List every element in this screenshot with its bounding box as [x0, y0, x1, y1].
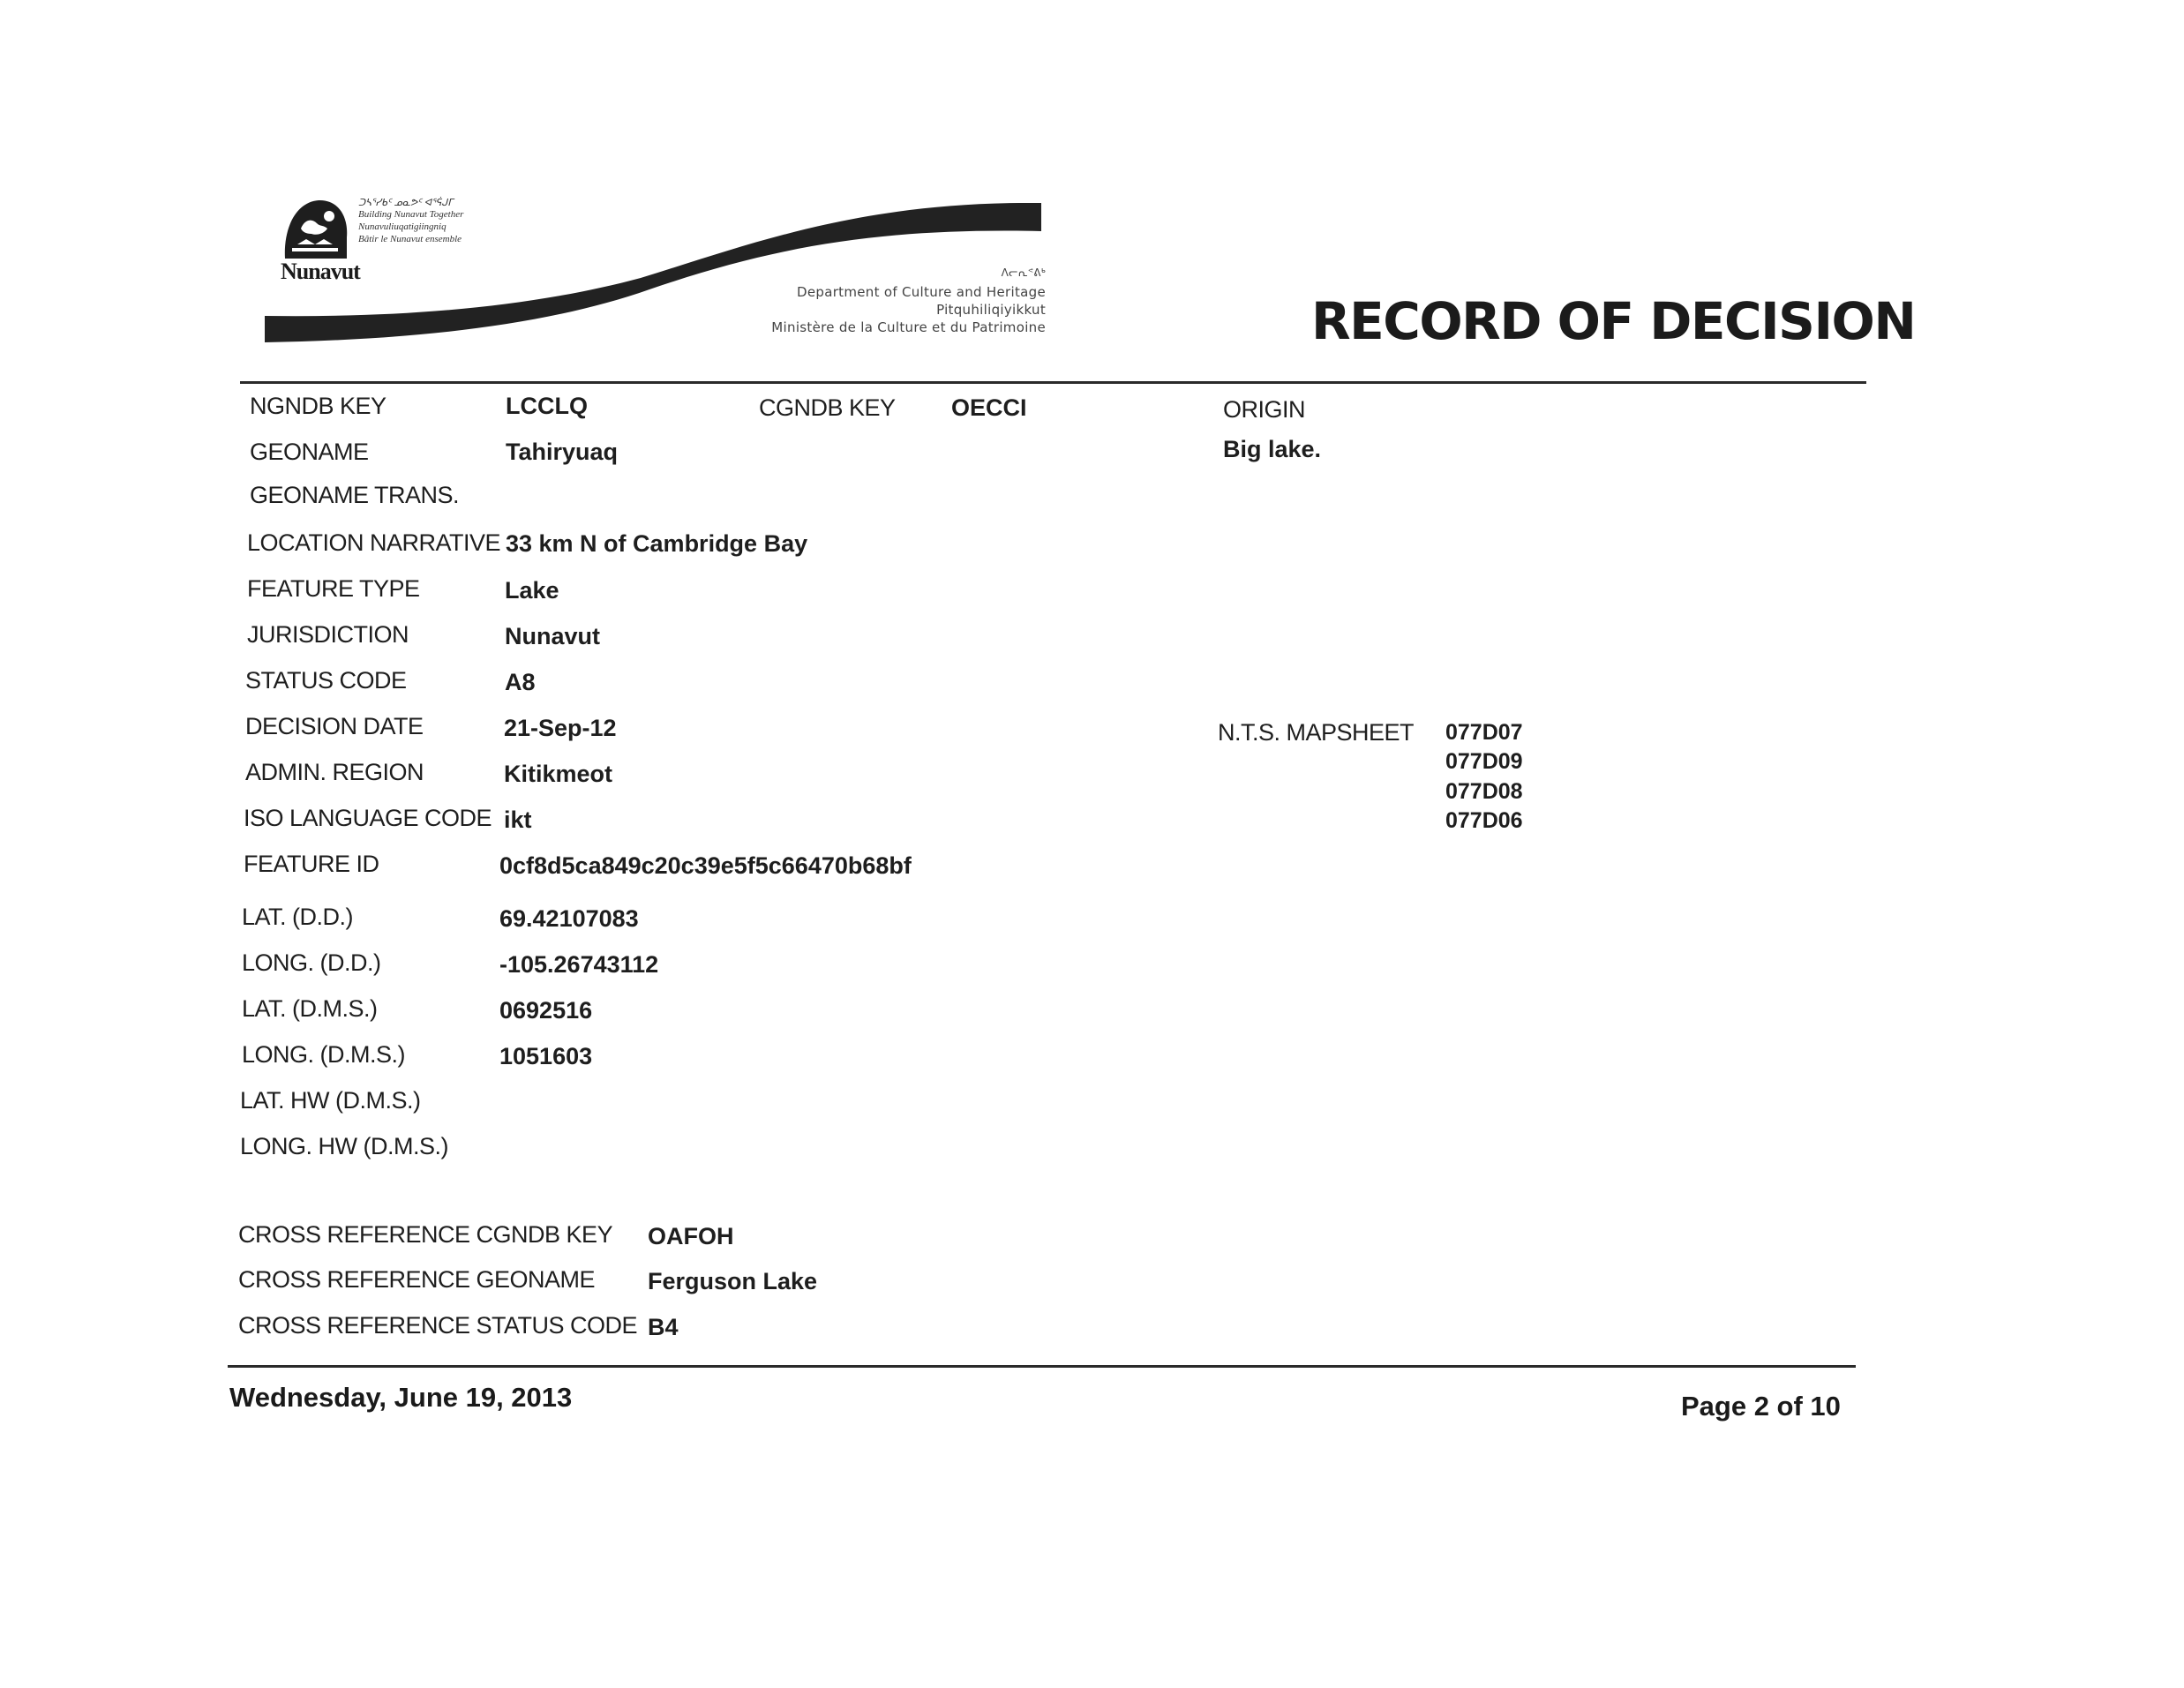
nts-mapsheet-value-2: 077D09: [1445, 749, 1523, 774]
cross-ref-geoname-label: CROSS REFERENCE GEONAME: [238, 1266, 596, 1293]
admin-region-value: Kitikmeot: [504, 761, 613, 787]
cross-ref-geoname-value: Ferguson Lake: [648, 1268, 818, 1294]
page-number: Page 2 of 10: [1681, 1391, 1841, 1422]
feature-type-label: FEATURE TYPE: [247, 575, 420, 602]
lat-dd-value: 69.42107083: [499, 905, 639, 932]
feature-id-value: 0cf8d5ca849c20c39e5f5c66470b68bf: [499, 852, 912, 879]
page-title: RECORD OF DECISION: [1311, 291, 1916, 351]
logo-line-3: Nunavuliuqatigiingniq: [358, 221, 447, 232]
cross-ref-cgndb-key-value: OAFOH: [648, 1223, 734, 1249]
logo-line-1: ᑐᓴᕐᓯᑲᑦ ᓄᓇᕗᑦ ᐊᕐᕌᒍᒥ: [358, 198, 454, 208]
geoname-label: GEONAME: [250, 439, 369, 465]
cross-ref-cgndb-key-label: CROSS REFERENCE CGNDB KEY: [238, 1221, 613, 1248]
feature-type-value: Lake: [505, 577, 559, 604]
department-line-4: Ministère de la Culture et du Patrimoine: [771, 319, 1046, 335]
lat-hw-label: LAT. HW (D.M.S.): [240, 1087, 421, 1114]
logo-line-2: Building Nunavut Together: [358, 209, 464, 220]
logo-line-4: Bâtir le Nunavut ensemble: [358, 234, 462, 244]
jurisdiction-value: Nunavut: [505, 623, 600, 649]
long-dms-value: 1051603: [499, 1043, 593, 1069]
long-dms-label: LONG. (D.M.S.): [242, 1041, 406, 1068]
cgndb-key-label: CGNDB KEY: [759, 394, 896, 421]
admin-region-label: ADMIN. REGION: [245, 759, 424, 785]
iso-language-code-value: ikt: [504, 806, 532, 833]
footer-divider: [228, 1365, 1856, 1368]
location-narrative-value: 33 km N of Cambridge Bay: [506, 530, 808, 557]
long-hw-label: LONG. HW (D.M.S.): [240, 1133, 448, 1159]
lat-dms-value: 0692516: [499, 997, 593, 1024]
nts-mapsheet-label: N.T.S. MAPSHEET: [1218, 719, 1415, 746]
nts-mapsheet-value-4: 077D06: [1445, 808, 1523, 833]
ngndb-key-value: LCCLQ: [506, 393, 588, 419]
decision-date-label: DECISION DATE: [245, 713, 424, 739]
nts-mapsheet-value-1: 077D07: [1445, 720, 1523, 745]
cross-ref-status-code-value: B4: [648, 1314, 679, 1340]
origin-label: ORIGIN: [1223, 396, 1306, 423]
nts-mapsheet-value-3: 077D08: [1445, 779, 1523, 804]
feature-id-label: FEATURE ID: [244, 851, 379, 877]
status-code-label: STATUS CODE: [245, 667, 407, 694]
lat-dms-label: LAT. (D.M.S.): [242, 995, 378, 1022]
department-line-1: ᐱᓕᕆᕝᕕᒃ: [1001, 266, 1046, 279]
cross-ref-status-code-label: CROSS REFERENCE STATUS CODE: [238, 1312, 638, 1339]
ngndb-key-label: NGNDB KEY: [250, 393, 387, 419]
cgndb-key-value: OECCI: [951, 394, 1027, 421]
geoname-value: Tahiryuaq: [506, 439, 619, 465]
lat-dd-label: LAT. (D.D.): [242, 904, 354, 930]
iso-language-code-label: ISO LANGUAGE CODE: [244, 805, 492, 831]
header-divider: [240, 381, 1866, 384]
location-narrative-label: LOCATION NARRATIVE: [247, 529, 501, 556]
department-line-2: Department of Culture and Heritage: [797, 284, 1046, 300]
origin-value: Big lake.: [1223, 436, 1322, 462]
long-dd-label: LONG. (D.D.): [242, 949, 381, 976]
long-dd-value: -105.26743112: [499, 951, 659, 978]
department-line-3: Pitquhiliqiyikkut: [936, 302, 1046, 318]
status-code-value: A8: [505, 669, 536, 695]
geoname-trans-label: GEONAME TRANS.: [250, 482, 460, 508]
footer-date: Wednesday, June 19, 2013: [229, 1382, 573, 1413]
decision-date-value: 21-Sep-12: [504, 715, 617, 741]
jurisdiction-label: JURISDICTION: [247, 621, 409, 648]
logo-word: Nunavut: [281, 259, 360, 284]
